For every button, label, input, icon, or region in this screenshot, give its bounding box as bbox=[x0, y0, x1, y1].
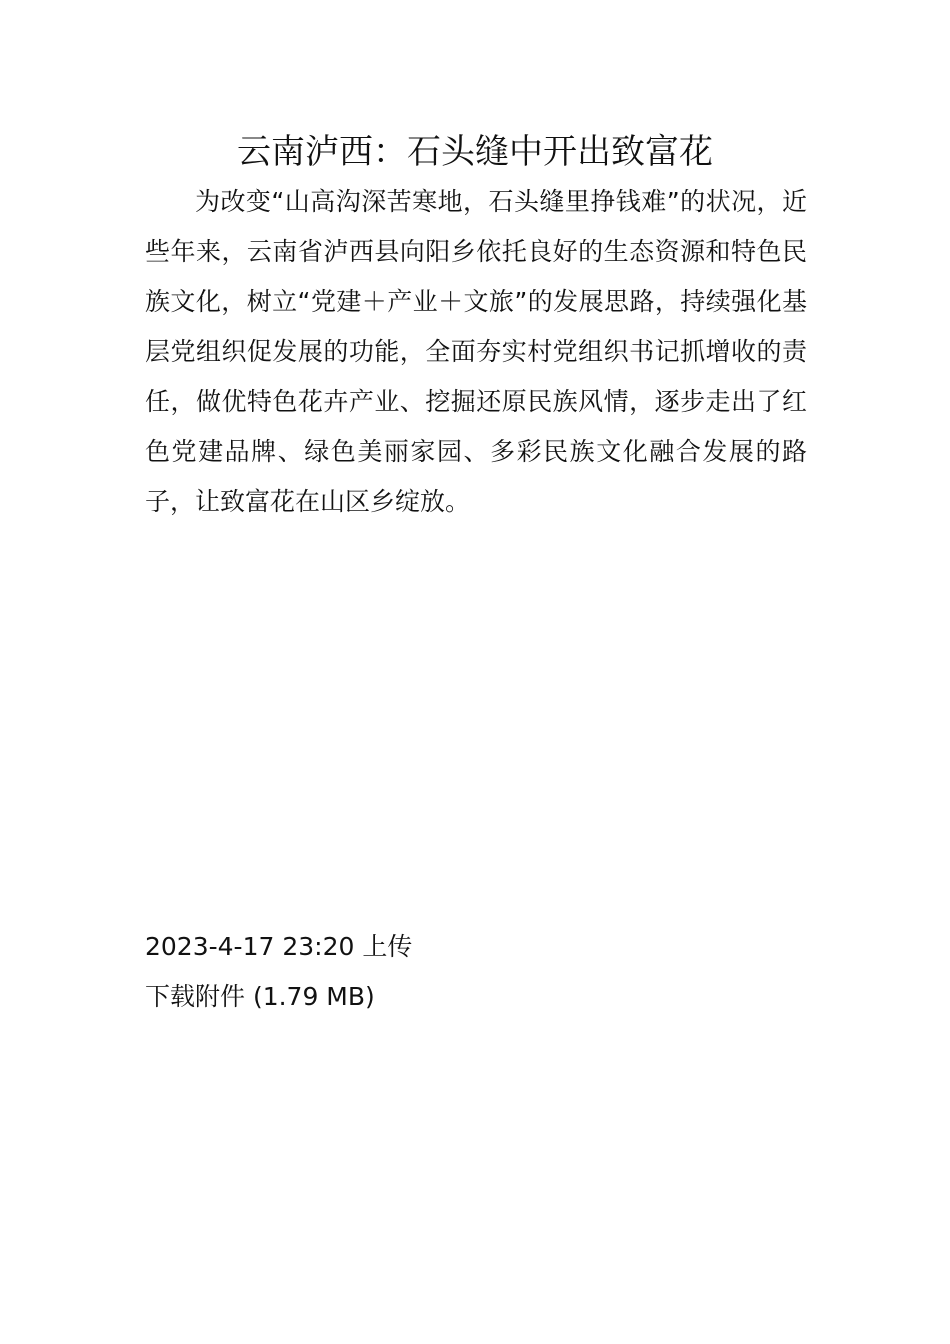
download-attachment-link[interactable]: 下载附件 (1.79 MB) bbox=[145, 982, 375, 1011]
article-body: 为改变“山高沟深苦寒地，石头缝里挣钱难”的状况，近些年来，云南省泸西县向阳乡依托良好的生态资源和特色民族文化，树立“党建＋产业＋文旅”的发展思路，持续强化基层党组织促发展的功能，全面夯实村党组织书记抓增收的责任，做优特色花卉产业、挖掘还原民族风情，逐步走出了红色党建品牌、绿色美丽家园、多彩民族文化融合发展的路子，让致富花在山区乡绽放。 bbox=[145, 187, 807, 516]
article-title: 云南泸西：石头缝中开出致富花 bbox=[237, 132, 713, 172]
upload-timestamp: 2023-4-17 23:20 上传 bbox=[145, 932, 413, 961]
